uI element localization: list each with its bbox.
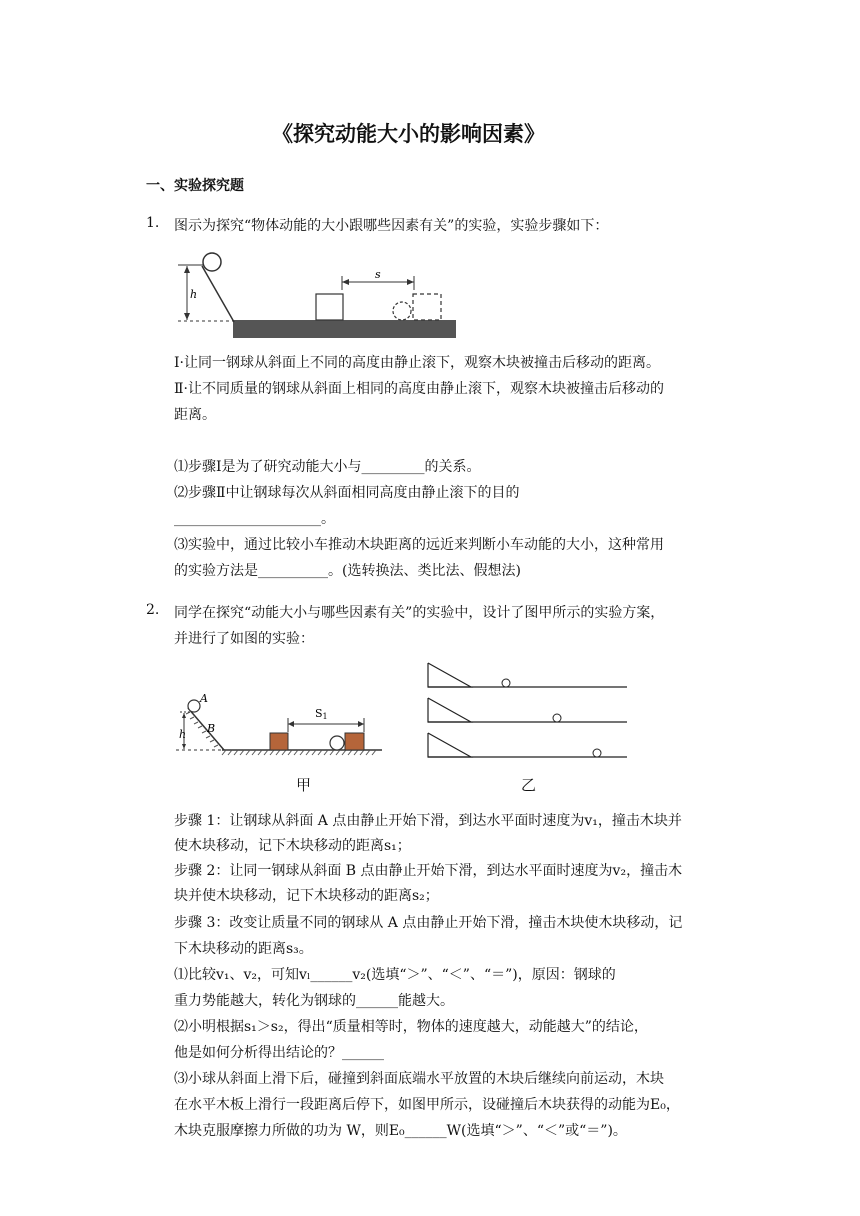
q2-line-11: ⑶小球从斜面上滑下后，碰撞到斜面底端水平放置的木块后继续向前运动，木块 <box>174 1071 664 1087</box>
q2-label-B: B <box>207 722 216 735</box>
q2-label-h: h <box>179 728 187 741</box>
q2-figure-yi <box>426 658 631 763</box>
q2-line-1: 步骤 1：让钢球从斜面 A 点由静止开始下滑，到达水平面时速度为v₁，撞击木块并 <box>174 813 682 829</box>
q2-label-S-sub: 1 <box>322 712 328 721</box>
q1-ball-dashed <box>393 302 411 320</box>
q2-line-7: ⑴比较v₁、v₂，可知vₗ______v₂(选填“＞”、“＜”、“＝”)，原因：钢球的 <box>174 967 616 983</box>
q2-line-6: 下木块移动的距离s₃。 <box>174 941 313 957</box>
q2-label-S: S <box>315 707 323 720</box>
q2-intro-line2: 并进行了如图的实验： <box>174 631 314 647</box>
q2-label-A: A <box>200 692 208 705</box>
q1-block <box>316 294 343 320</box>
q1-slope <box>202 266 234 322</box>
q2-number: 2. <box>146 602 160 618</box>
q2-line-13: 木块克服摩擦力所做的功为 W，则E₀______W(选填“＞”、“＜”或“＝”)。 <box>174 1123 627 1139</box>
q2-block-end <box>345 733 364 750</box>
q1-table <box>233 320 456 338</box>
caption-jia: 甲 <box>296 776 312 794</box>
q2-intro-line1: 同学在探究“动能大小与哪些因素有关”的实验中，设计了图甲所示的实验方案， <box>174 605 665 621</box>
q2-figure-jia <box>174 690 389 760</box>
q2-line-9: ⑵小明根据s₁＞s₂，得出“质量相等时，物体的速度越大，动能越大”的结论， <box>174 1019 648 1035</box>
q2-line-10: 他是如何分析得出结论的？______ <box>174 1045 384 1061</box>
q1-block-dashed <box>413 294 441 320</box>
q1-ball <box>203 253 221 271</box>
q1-intro: 图示为探究“物体动能的大小跟哪些因素有关”的实验，实验步骤如下： <box>174 218 609 234</box>
q2-line-8: 重力势能越大，转化为钢球的______能越大。 <box>174 993 454 1009</box>
section-heading: 一、实验探究题 <box>146 178 244 194</box>
q2-ball-bottom <box>330 736 344 750</box>
q2-line-2: 使木块移动，记下木块移动的距离s₁； <box>174 838 411 854</box>
caption-yi: 乙 <box>521 776 537 794</box>
q1-step1: Ⅰ·让同一钢球从斜面上不同的高度由静止滚下，观察木块被撞击后移动的距离。 <box>174 355 660 371</box>
q1-label-s: s <box>375 268 381 281</box>
q2-line-12: 在水平木板上滑行一段距离后停下，如图甲所示，设碰撞后木块获得的动能为E₀， <box>174 1097 680 1113</box>
q1-sub2-line2: _____________________。 <box>174 511 335 527</box>
q1-sub3-line2: 的实验方法是__________。(选转换法、类比法、假想法) <box>174 563 521 579</box>
q2-ball-top <box>188 700 200 712</box>
q1-sub3-line1: ⑶实验中，通过比较小车推动木块距离的远近来判断小车动能的大小，这种常用 <box>174 537 664 553</box>
q1-number: 1. <box>146 215 160 231</box>
svg-text:S1 <box>315 707 328 721</box>
q2-yi-ball-3 <box>593 749 601 757</box>
q2-block-start <box>270 733 288 750</box>
q1-figure <box>170 248 470 348</box>
q1-step2-line1: Ⅱ·让不同质量的钢球从斜面上相同的高度由静止滚下，观察木块被撞击后移动的 <box>174 381 664 397</box>
q1-step2-line2: 距离。 <box>174 407 216 423</box>
q1-label-h: h <box>190 288 198 301</box>
q1-sub2-line1: ⑵步骤Ⅱ中让钢球每次从斜面相同高度由静止滚下的目的 <box>174 485 520 501</box>
q2-yi-ball-1 <box>502 679 510 687</box>
q2-line-3: 步骤 2：让同一钢球从斜面 B 点由静止开始下滑，到达水平面时速度为v₂，撞击木 <box>174 863 683 879</box>
page-title: 《探究动能大小的影响因素》 <box>272 122 545 146</box>
q1-sub1: ⑴步骤Ⅰ是为了研究动能大小与_________的关系。 <box>174 459 481 475</box>
q2-line-4: 块并使木块移动，记下木块移动的距离s₂； <box>174 888 439 904</box>
q2-line-5: 步骤 3：改变让质量不同的钢球从 A 点由静止开始下滑，撞击木块使木块移动，记 <box>174 915 683 931</box>
q2-yi-ball-2 <box>553 714 561 722</box>
